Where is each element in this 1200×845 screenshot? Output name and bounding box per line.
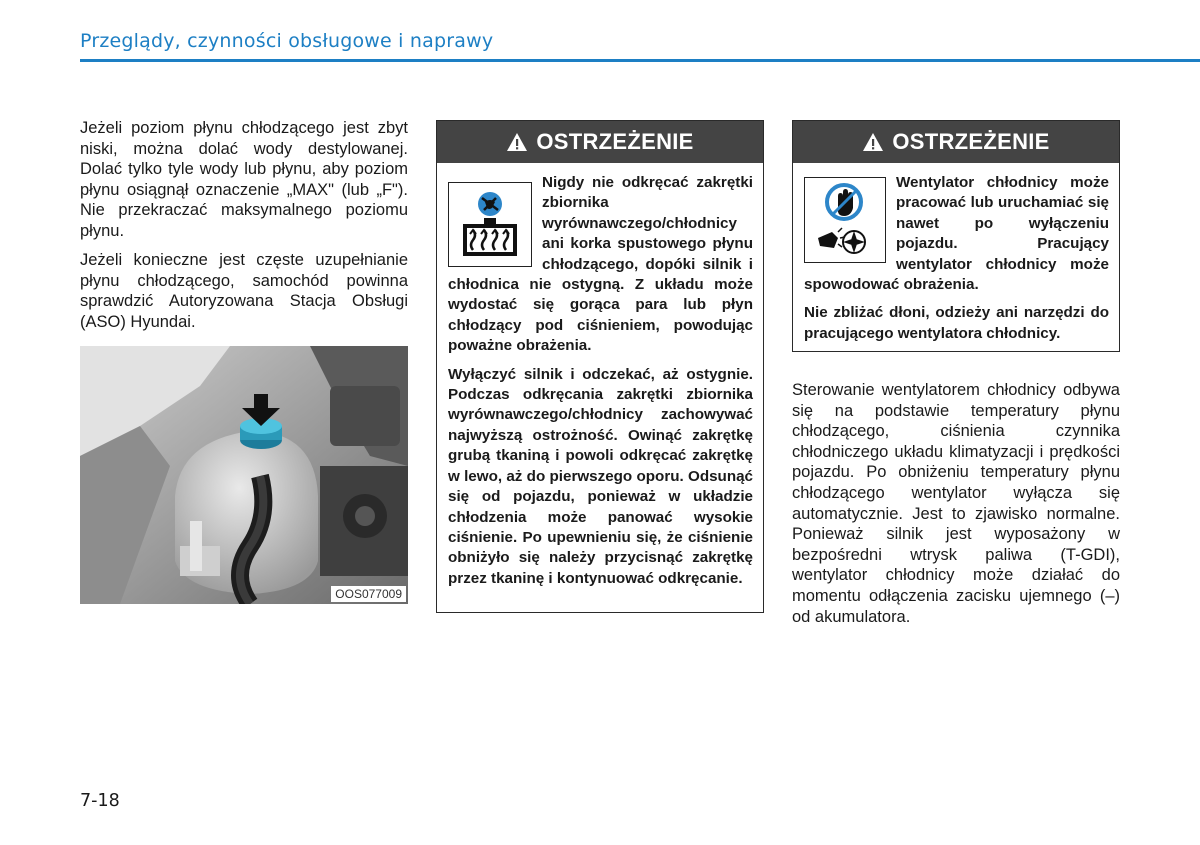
- fan-hand-warning-icon: [804, 177, 886, 263]
- warning1-paragraph1: Nigdy nie odkręcać zakrętki zbiornika wyrównawczego/chłodnicy ani korka spustowego płynu chłodzącego, dopóki silnik i chłodnica nie ostygną. Z układu może wydostać się gorąca para lub płyn chłodzący pod ciśnieniem, powodując poważne obrażenia.: [448, 174, 753, 355]
- coolant-reservoir-photo: [80, 346, 408, 604]
- warning2-paragraph2: Nie zbliżać dłoni, odzieży ani narzędzi do pracującego wentylatora chłodnicy.: [804, 304, 1109, 342]
- section-title: Przeglądy, czynności obsługowe i naprawy: [80, 30, 494, 52]
- warning-header: [793, 121, 1119, 163]
- warning-title: OSTRZEŻENIE: [892, 129, 1050, 154]
- fan-control-paragraph: Sterowanie wentylatorem chłodnicy odbywa się na podstawie temperatury płynu chłodzącego, ciśnienia czynnika chłodniczego układu klimatyzacji i prędkości pojazdu. Po obniżeniu temperatury płynu chłodzącego wentylator wyłącza się automatycznie. Jest to zjawisko normalne. Ponieważ silnik jest wyposażony w bezpośredni wtrysk paliwa (T-GDI), wentylator chłodnicy może działać do momentu odłączenia zacisku ujemnego (–) od akumulatora.: [792, 381, 1120, 626]
- warning1-paragraph2: Wyłączyć silnik i odczekać, aż ostygnie. Podczas odkręcania zakrętki zbiornika wyrównawczego/chłodnicy zachowywać najwyższą ostrożność. Owinąć zakrętkę grubą tkaniną i powoli odkręcać zakrętkę w lewo, aż do pierwszego oporu. Odsunąć się od pojazdu, ponieważ w układzie chłodzenia może panować wysokie ciśnienie. Po upewnieniu się, że ciśnienie obniżyło się należy przycisnąć zakrętkę przez tkaninę i kontynuować odkręcanie.: [448, 365, 753, 587]
- page-number: 7-18: [80, 791, 120, 811]
- warning-box-coolant-cap: [436, 120, 764, 613]
- photo-code: OOS077009: [331, 586, 406, 602]
- warning-triangle-icon: [862, 132, 884, 152]
- header-rule: [80, 59, 1200, 62]
- hot-radiator-cap-warning-icon: [448, 182, 532, 267]
- warning-title: OSTRZEŻENIE: [536, 129, 694, 154]
- warning-box-cooling-fan: [792, 120, 1120, 352]
- coolant-level-paragraph: Jeżeli poziom płynu chłodzącego jest zbyt niski, można dolać wody destylowanej. Dolać tylko tyle wody lub płynu, aby poziom płynu osiągnął oznaczenie „MAX" (lub „F"). Nie przekraczać maksymalnego poziomu płynu.: [80, 119, 408, 240]
- warning-header: [437, 121, 763, 163]
- coolant-refill-paragraph: Jeżeli konieczne jest częste uzupełnianie płynu chłodzącego, samochód powinna sprawdzić Autoryzowana Stacja Obsługi (ASO) Hyundai.: [80, 251, 408, 331]
- engine-bay-illustration: [80, 346, 408, 604]
- warning-triangle-icon: [506, 132, 528, 152]
- warning2-paragraph1: Wentylator chłodnicy może pracować lub uruchamiać się nawet po wyłączeniu pojazdu. Pracujący wentylator chłodnicy może spowodować obrażenia.: [804, 174, 1109, 294]
